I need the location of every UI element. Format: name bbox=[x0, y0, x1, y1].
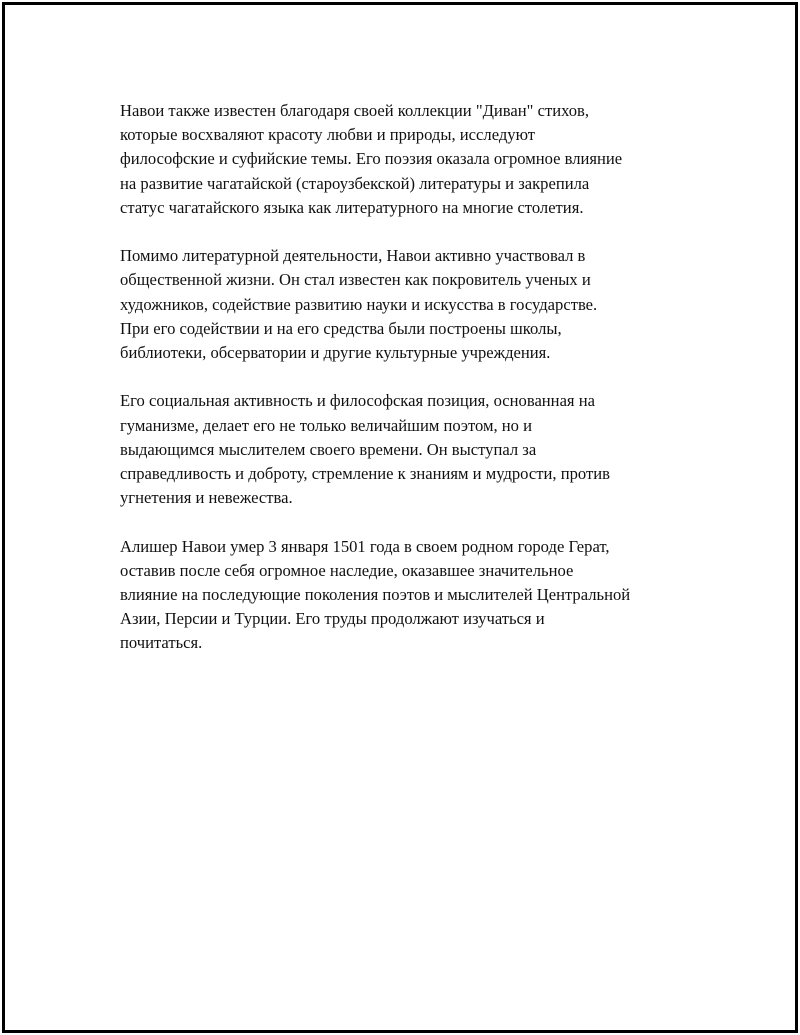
page-frame bbox=[2, 2, 798, 1033]
paragraph-public-life: Помимо литературной деятельности, Навои активно участвовал в общественной жизни. Он стал известен как покровитель ученых и художников, содействие развитию науки и искусства в государстве. При его содействии и на его средства были построены школы, библиотеки, обсерватории и другие культурные учреждения. bbox=[120, 246, 598, 363]
document-body bbox=[120, 99, 700, 680]
paragraph-divan: Навои также известен благодаря своей коллекции "Диван" стихов, которые восхваляют красоту любви и природы, исследуют философские и суфийские темы. Его поэзия оказала огромное влияние на развитие чагатайской (староузбекской) литературы и закрепила статус чагатайского языка как литературного на многие столетия. bbox=[120, 101, 623, 217]
paragraph-legacy: Алишер Навои умер 3 января 1501 года в своем родном городе Герат, оставив после себя огромное наследие, оказавшее значительное влияние на последующие поколения поэтов и мыслителей Центральной Азии, Персии и Турции. Его труды продолжают изучаться и почитаться. bbox=[120, 536, 631, 653]
paragraph-humanism: Его социальная активность и философская позиция, основанная на гуманизме, делает его не только величайшим поэтом, но и выдающимся мыслителем своего времени. Он выступал за справедливость и доброту, стремление к знаниям и мудрости, против угнетения и невежества. bbox=[120, 391, 610, 508]
